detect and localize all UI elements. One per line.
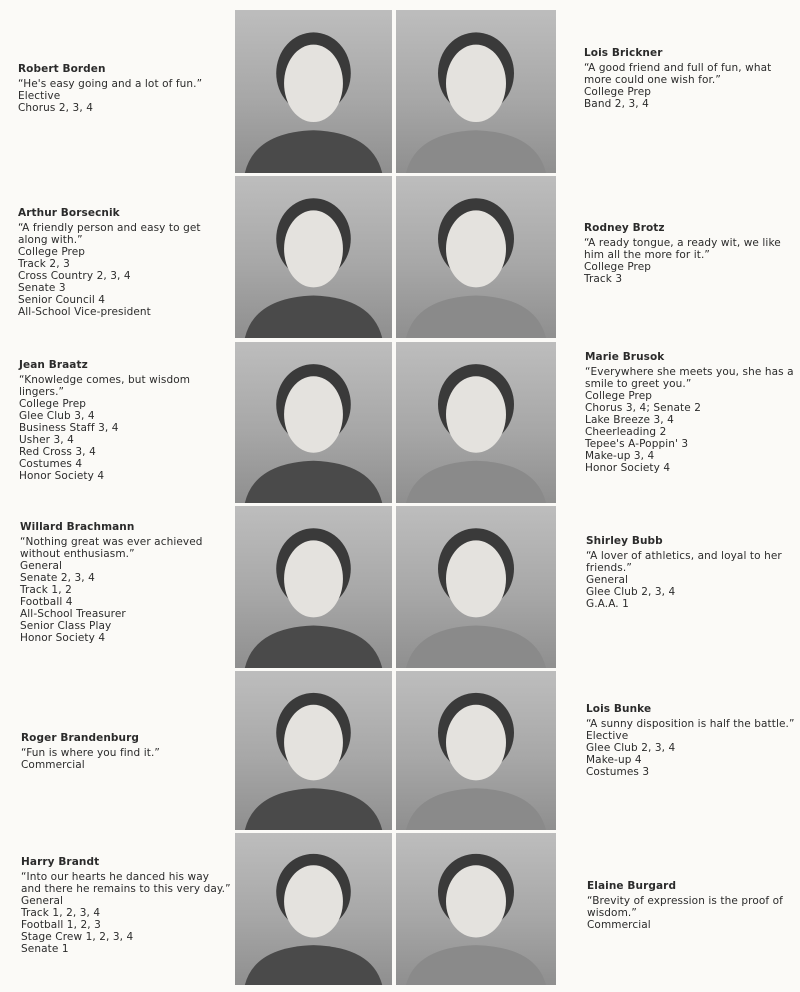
activity-line: College Prep bbox=[585, 390, 653, 402]
activity-line: Senior Class Play bbox=[20, 620, 112, 632]
portrait-silhouette bbox=[235, 833, 392, 985]
activity-line: Tepee's A-Poppin' 3 bbox=[585, 438, 689, 450]
activity-line: Senate 1 bbox=[21, 943, 69, 955]
portrait-silhouette bbox=[235, 506, 392, 668]
activity-line: Usher 3, 4 bbox=[19, 434, 74, 446]
student-quote: “Fun is where you find it.” bbox=[21, 747, 160, 759]
activity-line: Track 3 bbox=[584, 273, 623, 285]
portrait-silhouette bbox=[396, 506, 556, 668]
activity-line: Glee Club 3, 4 bbox=[19, 410, 95, 422]
activity-line: Elective bbox=[586, 730, 629, 742]
entry-elaine-burgard bbox=[587, 880, 787, 931]
portrait-silhouette bbox=[235, 176, 392, 338]
entry-roger-brandenburg bbox=[21, 732, 221, 771]
activity-line: Senate 3 bbox=[18, 282, 66, 294]
activity-line: College Prep bbox=[19, 398, 87, 410]
activity-line: College Prep bbox=[18, 246, 86, 258]
portrait-photo-roger-brandenburg bbox=[235, 671, 392, 830]
portrait-photo-elaine-burgard bbox=[396, 833, 556, 985]
activity-line: Honor Society 4 bbox=[20, 632, 106, 644]
student-quote: “Nothing great was ever achieved without enthusiasm.” bbox=[20, 536, 203, 560]
portrait-silhouette bbox=[396, 176, 556, 338]
portrait-photo-robert-borden bbox=[235, 10, 392, 173]
activity-line: General bbox=[586, 574, 629, 586]
activity-line: Commercial bbox=[587, 919, 651, 931]
activity-line: Band 2, 3, 4 bbox=[584, 98, 649, 110]
activity-line: General bbox=[20, 560, 63, 572]
activity-line: Make-up 4 bbox=[586, 754, 642, 766]
activity-line: All-School Vice-president bbox=[18, 306, 151, 318]
student-quote: “A sunny disposition is half the battle.” bbox=[586, 718, 795, 730]
activity-line: Track 1, 2 bbox=[20, 584, 72, 596]
activity-line: Red Cross 3, 4 bbox=[19, 446, 96, 458]
activity-line: Honor Society 4 bbox=[19, 470, 105, 482]
portrait-photo-willard-brachmann bbox=[235, 506, 392, 668]
student-quote: “A lover of athletics, and loyal to her friends.” bbox=[586, 550, 782, 574]
activity-line: Commercial bbox=[21, 759, 85, 771]
activity-line: Stage Crew 1, 2, 3, 4 bbox=[21, 931, 134, 943]
activity-line: Track 1, 2, 3, 4 bbox=[21, 907, 101, 919]
student-name: Jean Braatz bbox=[19, 359, 88, 371]
student-name: Shirley Bubb bbox=[586, 535, 663, 547]
portrait-photo-shirley-bubb bbox=[396, 506, 556, 668]
portrait-silhouette bbox=[235, 10, 392, 173]
student-name: Roger Brandenburg bbox=[21, 732, 140, 744]
activity-line: Senior Council 4 bbox=[18, 294, 106, 306]
activity-line: Chorus 3, 4; Senate 2 bbox=[585, 402, 702, 414]
student-quote: “A good friend and full of fun, what more could one wish for.” bbox=[584, 62, 772, 86]
activity-line: Chorus 2, 3, 4 bbox=[18, 102, 93, 114]
student-name: Elaine Burgard bbox=[587, 880, 677, 892]
student-name: Robert Borden bbox=[18, 63, 106, 75]
student-name: Rodney Brotz bbox=[584, 222, 665, 234]
activity-line: College Prep bbox=[584, 261, 652, 273]
activity-line: Honor Society 4 bbox=[585, 462, 671, 474]
activity-line: Football 1, 2, 3 bbox=[21, 919, 101, 931]
entry-lois-brickner bbox=[584, 47, 789, 110]
portrait-photo-lois-bunke bbox=[396, 671, 556, 830]
activity-line: Football 4 bbox=[20, 596, 73, 608]
activity-line: Track 2, 3 bbox=[18, 258, 70, 270]
portrait-silhouette bbox=[396, 833, 556, 985]
entry-rodney-brotz bbox=[584, 222, 794, 285]
activity-line: Cross Country 2, 3, 4 bbox=[18, 270, 131, 282]
entry-arthur-borsecnik bbox=[18, 207, 218, 318]
activity-line: Make-up 3, 4 bbox=[585, 450, 655, 462]
portrait-photo-rodney-brotz bbox=[396, 176, 556, 338]
activity-line: College Prep bbox=[584, 86, 652, 98]
portrait-photo-jean-braatz bbox=[235, 342, 392, 503]
student-quote: “Knowledge comes, but wisdom lingers.” bbox=[19, 374, 191, 398]
student-name: Arthur Borsecnik bbox=[18, 207, 120, 219]
entry-shirley-bubb bbox=[586, 535, 786, 610]
activity-line: Senate 2, 3, 4 bbox=[20, 572, 95, 584]
entry-marie-brusok bbox=[585, 351, 795, 474]
entry-harry-brandt bbox=[21, 856, 231, 955]
student-quote: “Brevity of expression is the proof of wisdom.” bbox=[587, 895, 783, 919]
portrait-silhouette bbox=[235, 342, 392, 503]
portrait-photo-harry-brandt bbox=[235, 833, 392, 985]
entry-willard-brachmann bbox=[20, 521, 220, 644]
portrait-silhouette bbox=[396, 10, 556, 173]
portrait-silhouette bbox=[235, 671, 392, 830]
student-quote: “A friendly person and easy to get along with.” bbox=[18, 222, 201, 246]
portrait-silhouette bbox=[396, 342, 556, 503]
activity-line: Business Staff 3, 4 bbox=[19, 422, 119, 434]
portrait-photo-lois-brickner bbox=[396, 10, 556, 173]
student-name: Willard Brachmann bbox=[20, 521, 135, 533]
activity-line: All-School Treasurer bbox=[20, 608, 126, 620]
activity-line: Glee Club 2, 3, 4 bbox=[586, 742, 676, 754]
student-quote: “A ready tongue, a ready wit, we like him all the more for it.” bbox=[584, 237, 781, 261]
student-name: Harry Brandt bbox=[21, 856, 100, 868]
student-name: Lois Bunke bbox=[586, 703, 652, 715]
entry-robert-borden bbox=[18, 63, 218, 114]
student-name: Marie Brusok bbox=[585, 351, 665, 363]
entry-jean-braatz bbox=[19, 359, 209, 482]
activity-line: Cheerleading 2 bbox=[585, 426, 667, 438]
activity-line: Lake Breeze 3, 4 bbox=[585, 414, 674, 426]
activity-line: Glee Club 2, 3, 4 bbox=[586, 586, 676, 598]
portrait-silhouette bbox=[396, 671, 556, 830]
student-quote: “Into our hearts he danced his way and there he remains to this very day.” bbox=[21, 871, 231, 895]
student-quote: “Everywhere she meets you, she has a smile to greet you.” bbox=[585, 366, 794, 390]
activity-line: General bbox=[21, 895, 64, 907]
activity-line: Costumes 3 bbox=[586, 766, 650, 778]
portrait-photo-marie-brusok bbox=[396, 342, 556, 503]
portrait-photo-arthur-borsecnik bbox=[235, 176, 392, 338]
student-quote: “He's easy going and a lot of fun.” bbox=[18, 78, 203, 90]
entry-lois-bunke bbox=[586, 703, 796, 778]
activity-line: Costumes 4 bbox=[19, 458, 83, 470]
activity-line: G.A.A. 1 bbox=[586, 598, 629, 610]
activity-line: Elective bbox=[18, 90, 61, 102]
student-name: Lois Brickner bbox=[584, 47, 663, 59]
